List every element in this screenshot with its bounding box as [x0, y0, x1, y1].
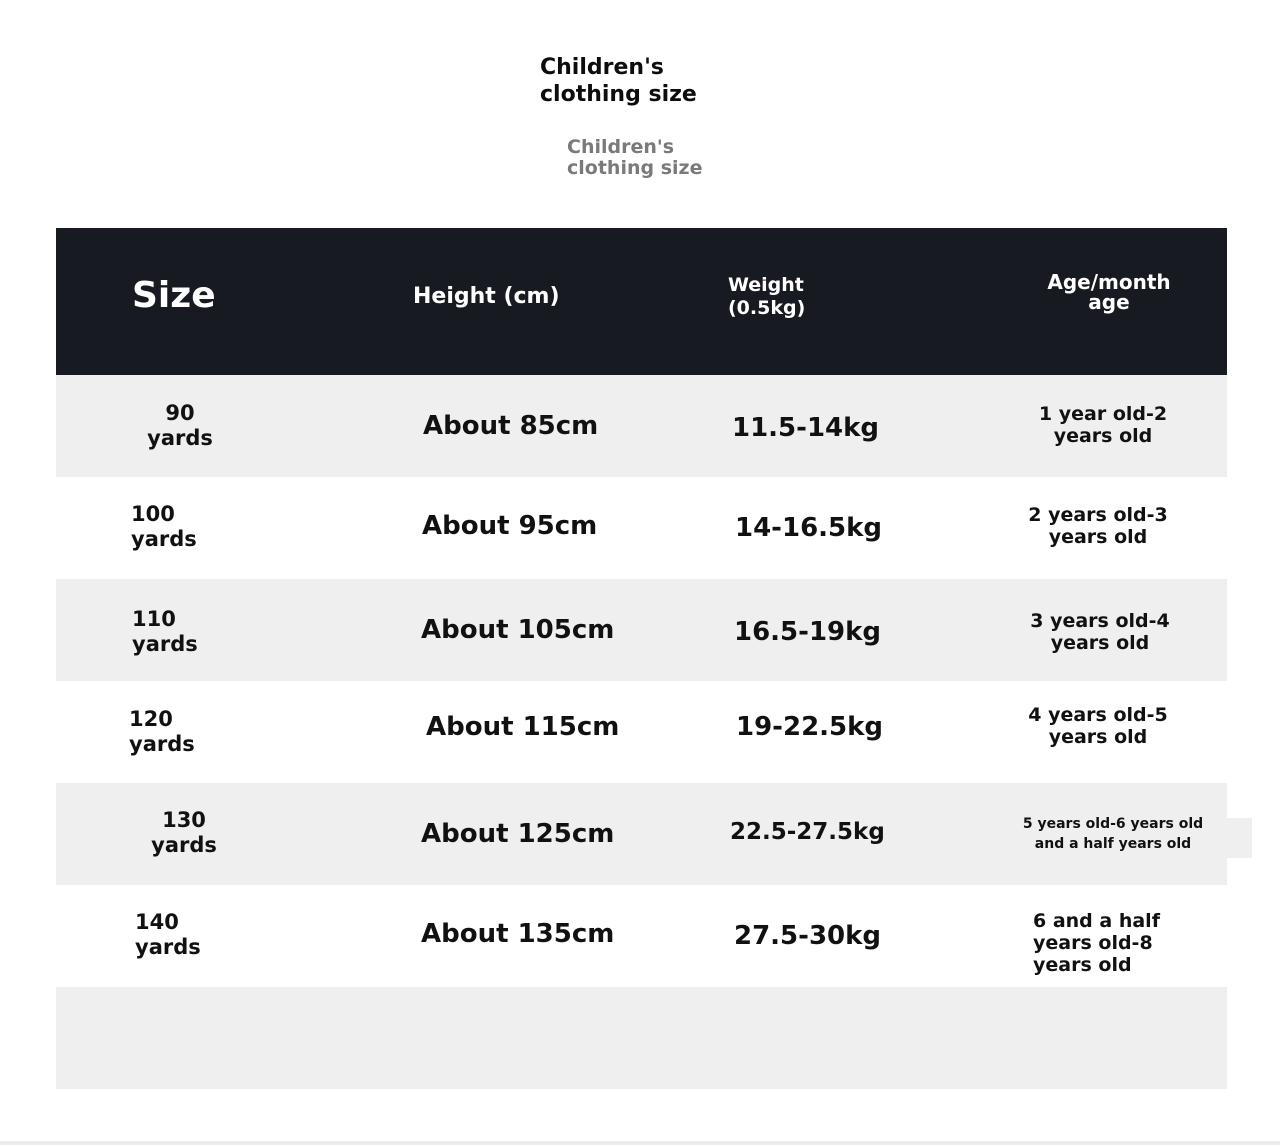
header-age: Age/month age: [1047, 270, 1171, 314]
header-height: Height (cm): [413, 284, 560, 309]
size-value: 130 yards: [151, 808, 217, 857]
table-header: [56, 228, 1227, 375]
height-value: About 125cm: [421, 819, 615, 849]
age-value: 1 year old-2 years old: [1038, 403, 1168, 447]
weight-value: 16.5-19kg: [734, 617, 882, 647]
page-subtitle: Children's clothing size: [567, 136, 703, 179]
table-row: [56, 375, 1227, 477]
age-value: 3 years old-4 years old: [1030, 610, 1170, 654]
table-row: [56, 579, 1227, 681]
size-value: 140 yards: [135, 910, 201, 959]
page-title: Children's clothing size: [540, 55, 697, 107]
table-row: [56, 477, 1227, 579]
age-value: 6 and a half years old-8 years old: [1033, 910, 1160, 976]
empty-table-row: [56, 987, 1227, 1089]
size-chart-table: [56, 228, 1227, 1089]
height-value: About 115cm: [426, 712, 620, 742]
height-value: About 105cm: [421, 615, 615, 645]
weight-value: 27.5-30kg: [734, 921, 882, 951]
size-value: 100 yards: [131, 502, 197, 551]
edge-artifact: [1227, 818, 1252, 858]
height-value: About 85cm: [423, 411, 599, 441]
table-row: [56, 783, 1227, 885]
header-size: Size: [132, 275, 216, 316]
bottom-divider: [0, 1141, 1280, 1145]
age-value: 4 years old-5 years old: [1028, 704, 1168, 748]
height-value: About 95cm: [422, 511, 598, 541]
size-value: 110 yards: [132, 607, 198, 656]
weight-value: 11.5-14kg: [732, 413, 880, 443]
age-value: 2 years old-3 years old: [1028, 504, 1168, 548]
age-value: 5 years old-6 years old and a half years old: [1022, 816, 1204, 852]
table-row: [56, 681, 1227, 783]
weight-value: 14-16.5kg: [735, 513, 883, 543]
weight-value: 19-22.5kg: [736, 712, 884, 742]
header-weight: Weight (0.5kg): [728, 274, 806, 319]
height-value: About 135cm: [421, 919, 615, 949]
size-value: 90 yards: [147, 401, 213, 450]
size-value: 120 yards: [129, 707, 195, 756]
weight-value: 22.5-27.5kg: [730, 819, 885, 845]
table-row: [56, 885, 1227, 987]
